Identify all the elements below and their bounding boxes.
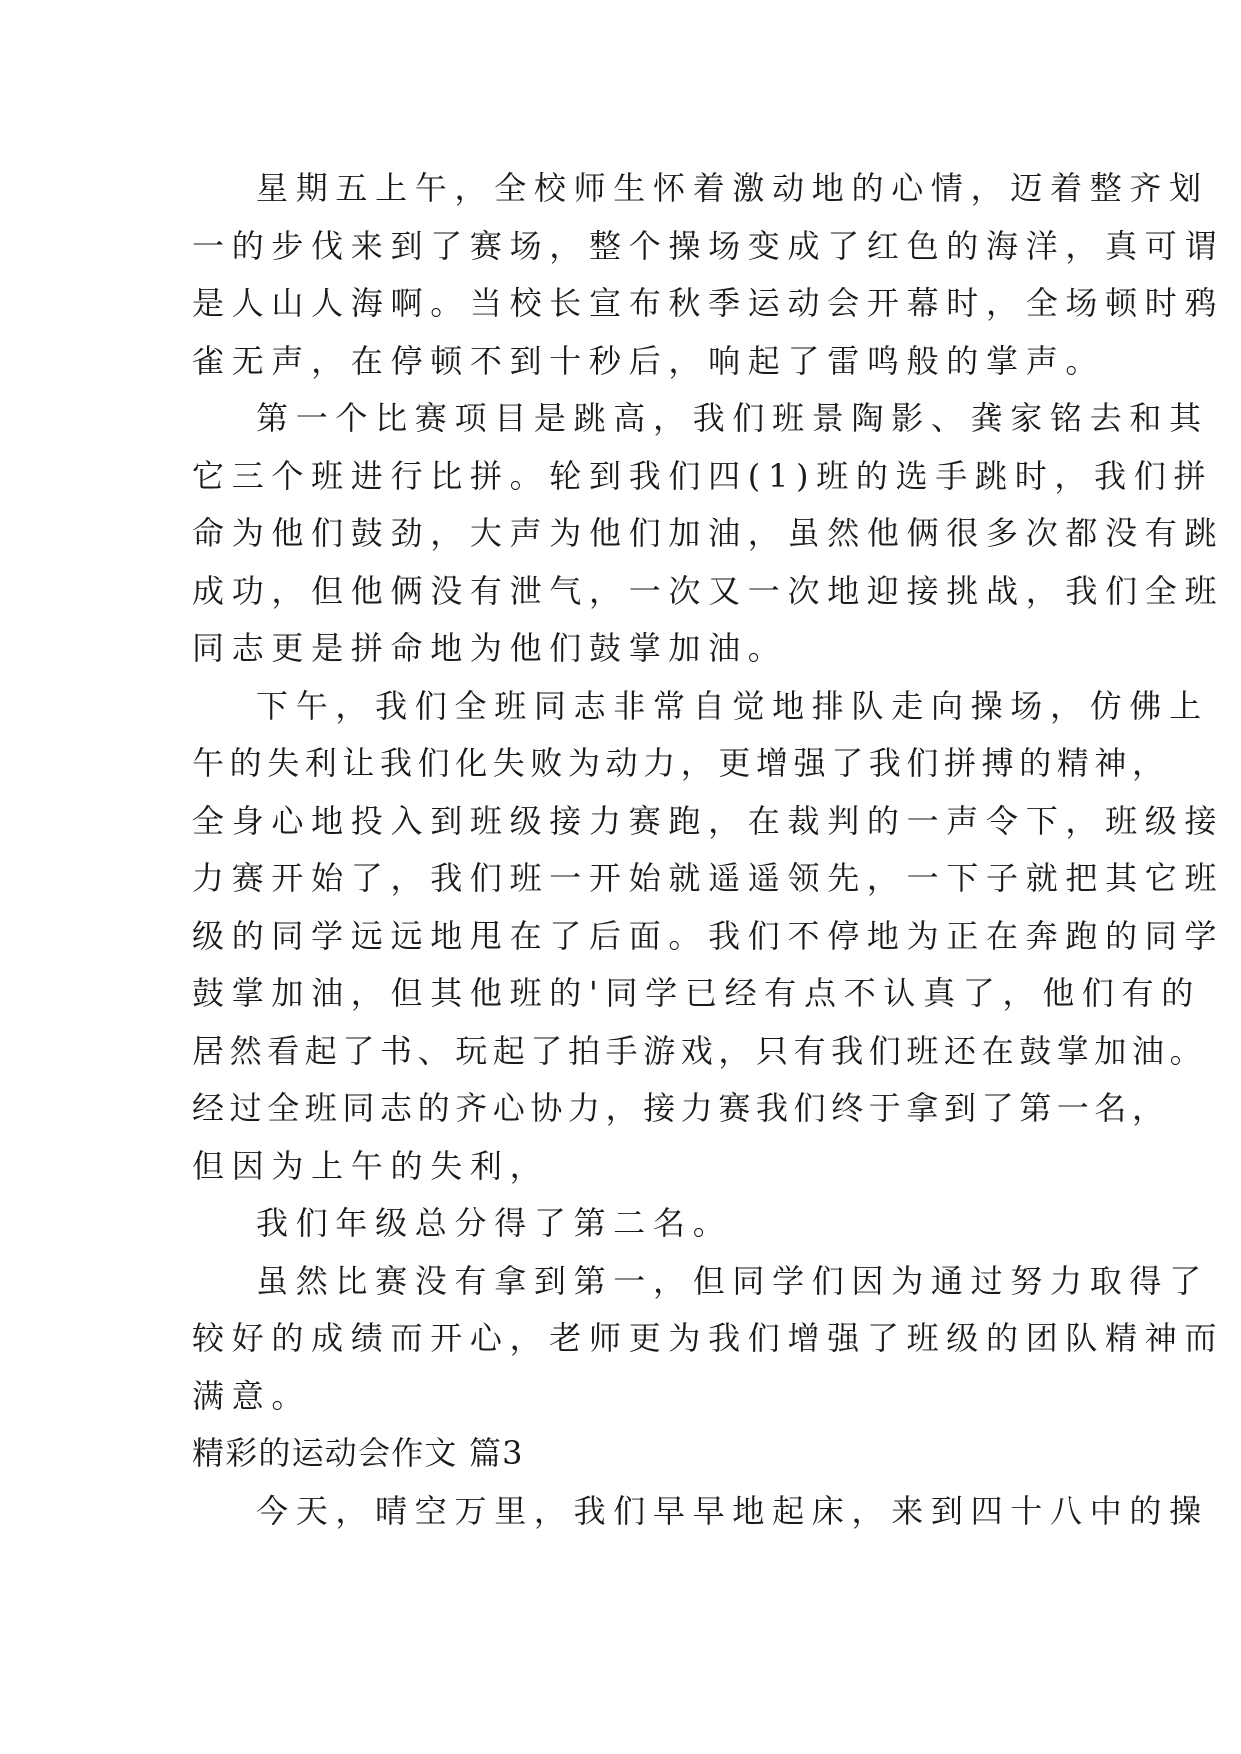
text-line: 全身心地投入到班级接力赛跑，在裁判的一声令下，班级接 — [192, 801, 1225, 840]
text-line: 第一个比赛项目是跳高，我们班景陶影、龚家铭去和其 — [256, 399, 1209, 437]
text-line: 满意。 — [192, 1376, 312, 1415]
text-line: 力赛开始了，我们班一开始就遥遥领先，一下子就把其它班 — [192, 859, 1225, 897]
text-line: 雀无声，在停顿不到十秒后，响起了雷鸣般的掌声。 — [192, 341, 1106, 380]
paragraph-opening-ceremony — [192, 160, 1225, 390]
text-line: 居然看起了书、玩起了拍手游戏，只有我们班还在鼓掌加油。 — [192, 1031, 1208, 1070]
document-page — [192, 160, 1225, 1540]
text-line: 它三个班进行比拼。轮到我们四(1)班的选手跳时，我们拼 — [192, 456, 1214, 495]
paragraph-essay-3-start — [192, 1483, 1209, 1541]
text-line: 一的步伐来到了赛场，整个操场变成了红色的海洋，真可谓 — [192, 226, 1225, 265]
paragraph-relay-race — [192, 678, 1225, 1196]
text-line: 同志更是拼命地为他们鼓掌加油。 — [192, 629, 788, 667]
text-line: 今天，晴空万里，我们早早地起床，来到四十八中的操 — [256, 1491, 1209, 1530]
text-line: 命为他们鼓劲，大声为他们加油，虽然他俩很多次都没有跳 — [192, 514, 1225, 552]
paragraph-high-jump — [192, 390, 1225, 678]
text-line: 较好的成绩而开心，老师更为我们增强了班级的团队精神而 — [192, 1319, 1225, 1357]
paragraph-conclusion — [192, 1253, 1225, 1426]
text-line: 成功，但他俩没有泄气，一次又一次地迎接挑战，我们全班 — [192, 571, 1225, 610]
text-line: 鼓掌加油，但其他班的'同学已经有点不认真了，他们有的 — [192, 974, 1201, 1012]
text-line: 级的同学远远地甩在了后面。我们不停地为正在奔跑的同学 — [192, 916, 1225, 955]
text-line: 经过全班同志的齐心协力，接力赛我们终于拿到了第一名， — [192, 1089, 1170, 1127]
text-line: 午的失利让我们化失败为动力，更增强了我们拼搏的精神， — [192, 744, 1170, 782]
text-line: 星期五上午，全校师生怀着激动地的心情，迈着整齐划 — [256, 169, 1209, 207]
paragraph-grade-result — [192, 1195, 1062, 1253]
text-line: 我们年级总分得了第二名。 — [256, 1204, 733, 1242]
text-line: 是人山人海啊。当校长宣布秋季运动会开幕时，全场顿时鸦 — [192, 284, 1225, 322]
text-line: 下午，我们全班同志非常自觉地排队走向操场，仿佛上 — [256, 686, 1209, 725]
section-heading — [192, 1425, 1062, 1483]
section-title: 精彩的运动会作文 篇3 — [192, 1434, 524, 1472]
text-line: 虽然比赛没有拿到第一，但同学们因为通过努力取得了 — [256, 1261, 1209, 1300]
text-line: 但因为上午的失利， — [192, 1146, 550, 1185]
